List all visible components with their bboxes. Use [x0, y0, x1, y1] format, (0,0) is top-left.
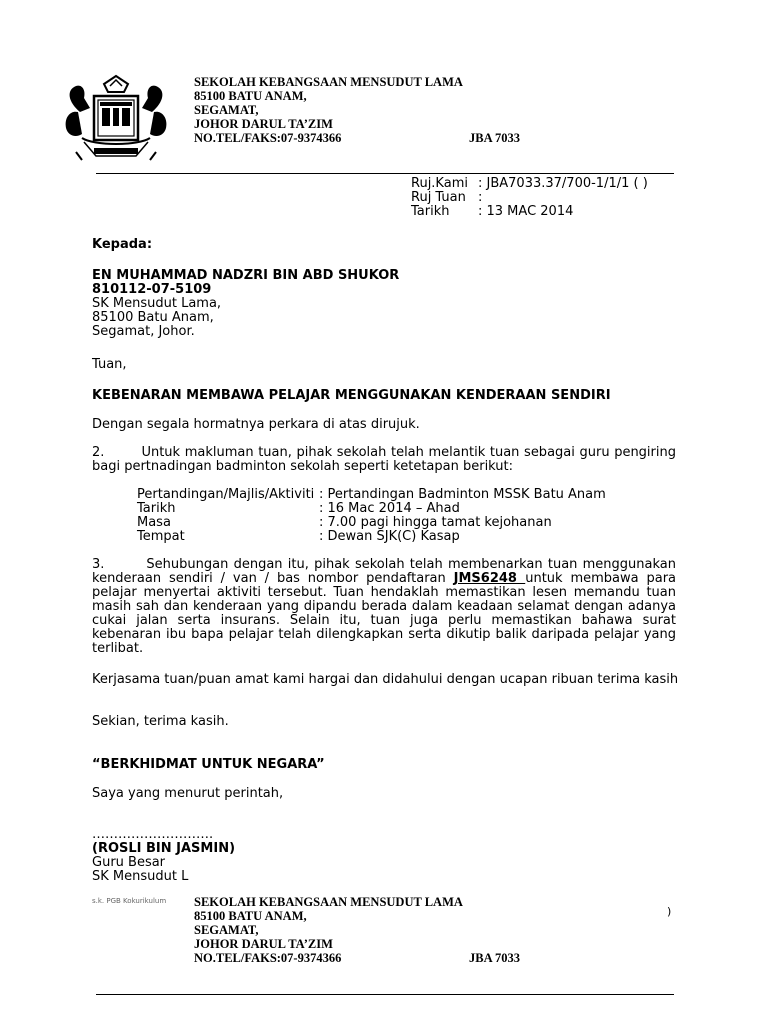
recipient-block	[92, 269, 399, 339]
school-address-line3: JOHOR DARUL TA’ZIM	[194, 117, 333, 131]
recipient-name: EN MUHAMMAD NADZRI BIN ABD SHUKOR	[92, 268, 400, 283]
crest-icon	[60, 72, 172, 164]
school-name: SEKOLAH KEBANGSAAN MENSUDUT LAMA	[194, 75, 463, 89]
ruj-tuan-label: Ruj Tuan	[411, 190, 466, 205]
detail-value: : 7.00 pagi hingga tamat kejohanan	[319, 515, 552, 530]
signatory-school: SK Mensudut L	[92, 869, 189, 884]
detail-label: Pertandingan/Majlis/Aktiviti	[137, 487, 315, 502]
detail-row	[137, 516, 606, 530]
tarikh-label: Tarikh	[411, 204, 450, 219]
vehicle-plate-number: JMS6248	[453, 571, 526, 586]
tarikh-value: : 13 MAC 2014	[478, 204, 574, 219]
signatory-title: Guru Besar	[92, 855, 166, 870]
letterhead-top	[194, 75, 574, 145]
signatory-name: (ROSLI BIN JASMIN)	[92, 841, 236, 856]
yours-faithfully: Saya yang menurut perintah,	[92, 786, 284, 801]
school-address-line2: SEGAMAT,	[194, 103, 259, 117]
recipient-address-line2: 85100 Batu Anam,	[92, 310, 214, 325]
salutation: Tuan,	[92, 357, 127, 372]
detail-value: : Pertandingan Badminton MSSK Batu Anam	[319, 487, 606, 502]
ruj-tuan-value: :	[478, 190, 483, 205]
cc-note: s.k. PGB Kokurikulum	[92, 897, 167, 905]
letter-subject: KEBENARAN MEMBAWA PELAJAR MENGGUNAKAN KENDERAAN SENDIRI	[92, 388, 611, 403]
detail-label: Tempat	[137, 529, 185, 544]
details-block	[137, 488, 606, 544]
detail-row	[137, 502, 606, 516]
school-address-line1: 85100 BATU ANAM,	[194, 909, 307, 923]
ruj-kami-label: Ruj.Kami	[411, 176, 468, 191]
recipient-address-line3: Segamat, Johor.	[92, 324, 195, 339]
detail-label: Tarikh	[137, 501, 176, 516]
paragraph-3-intro: 3. Sehubungan dengan itu, pihak sekolah telah membenarkan tuan menggunakan kenderaan sendiri / van / bas nombor pendaftaran	[92, 557, 676, 586]
detail-value: : Dewan SJK(C) Kasap	[319, 529, 460, 544]
paragraph-4: Kerjasama tuan/puan amat kami hargai dan didahului dengan ucapan ribuan terima kasih	[92, 672, 679, 687]
paragraph-2: 2. Untuk makluman tuan, pihak sekolah telah melantik tuan sebagai guru pengiring bagi pertnadingan badminton sekolah seperti ketetapan berikut:	[92, 445, 676, 474]
motto: “BERKHIDMAT UNTUK NEGARA”	[92, 757, 325, 772]
closing-line: Sekian, terima kasih.	[92, 714, 229, 729]
paragraph-3	[92, 558, 676, 656]
header-divider	[96, 173, 674, 174]
kepada-label: Kepada:	[92, 237, 153, 252]
paragraph-3-rest: untuk membawa para pelajar menyertai aktiviti tersebut. Tuan hendaklah memastikan lesen memandu tuan masih sah dan kenderaan yang dipandu berada dalam keadaan selamat dengan adanya cukai jalan serta insurans. Selain itu, tuan juga perlu memastikan bahawa surat kebenaran ibu bapa pelajar telah dilengkapkan serta dikutip balik daripada pelajar yang terlibat.	[92, 571, 677, 656]
signature-block	[92, 828, 235, 884]
coat-of-arms-logo	[60, 72, 172, 164]
signature-dots: ……………………….	[92, 827, 214, 842]
detail-label: Masa	[137, 515, 171, 530]
recipient-ic: 810112-07-5109	[92, 282, 212, 297]
footer-divider	[96, 994, 674, 995]
letterhead-bottom	[194, 895, 574, 965]
school-name: SEKOLAH KEBANGSAAN MENSUDUT LAMA	[194, 895, 463, 909]
school-phone: NO.TEL/FAKS:07-9374366	[194, 131, 342, 145]
paragraph-1: Dengan segala hormatnya perkara di atas dirujuk.	[92, 417, 420, 432]
school-phone: NO.TEL/FAKS:07-9374366	[194, 951, 342, 965]
ruj-kami-value: : JBA7033.37/700-1/1/1 ( )	[478, 176, 648, 191]
recipient-address-line1: SK Mensudut Lama,	[92, 296, 222, 311]
school-address-line1: 85100 BATU ANAM,	[194, 89, 307, 103]
detail-row	[137, 488, 606, 502]
detail-value: : 16 Mac 2014 – Ahad	[319, 501, 460, 516]
school-address-line3: JOHOR DARUL TA’ZIM	[194, 937, 333, 951]
school-code: JBA 7033	[469, 131, 521, 145]
reference-block	[411, 177, 648, 219]
school-code: JBA 7033	[469, 951, 521, 965]
bracket-mark: )	[667, 905, 672, 918]
detail-row	[137, 530, 606, 544]
school-address-line2: SEGAMAT,	[194, 923, 259, 937]
